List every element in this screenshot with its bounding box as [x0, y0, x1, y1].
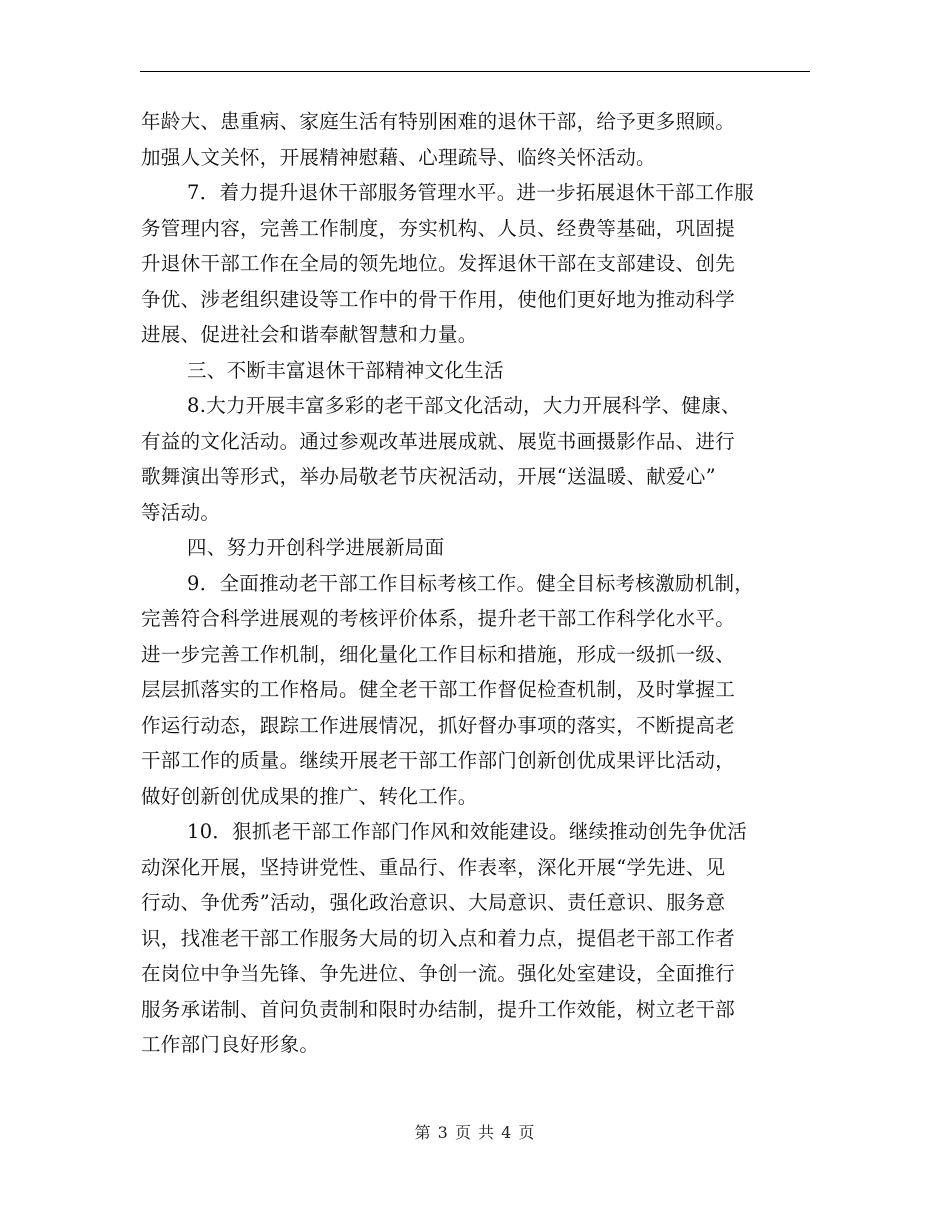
- document-body: [141, 104, 813, 1063]
- text-line: 有益的文化活动。通过参观改革进展成就、展览书画摄影作品、进行: [141, 429, 736, 453]
- text-line: 工作部门良好形象。: [141, 1033, 320, 1056]
- text-line: 三、不断丰富退休干部精神文化生活: [187, 358, 504, 382]
- text-line: 动深化开展，坚持讲党性、重品行、作表率，深化开展“学先进、见: [141, 855, 726, 879]
- text-line: 完善符合科学进展观的考核评价体系，提升老干部工作科学化水平。: [141, 607, 736, 630]
- text-line: 层层抓落实的工作格局。健全老干部工作督促检查机制，及时掌握工: [141, 678, 736, 701]
- text-line: 歌舞演出等形式，举办局敬老节庆祝活动，开展“送温暖、献爱心”: [141, 465, 716, 488]
- text-line: 进一步完善工作机制，细化量化工作目标和措施，形成一级抓一级、: [141, 642, 736, 666]
- text-line: 10．狠抓老干部工作部门作风和效能建设。继续推动创先争优活: [187, 820, 748, 843]
- page-footer: 第 3 页 共 4 页: [414, 1123, 536, 1142]
- text-line: 年龄大、患重病、家庭生活有特别困难的退休干部，给予更多照顾。: [141, 110, 736, 133]
- text-line: 在岗位中争当先锋、争先进位、争创一流。强化处室建设，全面推行: [141, 962, 736, 985]
- text-line: 作运行动态，跟踪工作进展情况，抓好督办事项的落实，不断提高老: [141, 713, 736, 737]
- text-line: 行动、争优秀”活动，强化政治意识、大局意识、责任意识、服务意: [141, 891, 726, 914]
- text-line: 9．全面推动老干部工作目标考核工作。健全目标考核激励机制，: [187, 571, 755, 595]
- header-rule: [140, 71, 810, 72]
- text-line: 8.大力开展丰富多彩的老干部文化活动，大力开展科学、健康、: [187, 394, 741, 417]
- text-line: 务管理内容，完善工作制度，夯实机构、人员、经费等基础，巩固提: [141, 216, 736, 240]
- text-line: 升退休干部工作在全局的领先地位。发挥退休干部在支部建设、创先: [141, 252, 736, 275]
- text-line: 争优、涉老组织建设等工作中的骨干作用，使他们更好地为推动科学: [141, 287, 736, 311]
- text-line: 识，找准老干部工作服务大局的切入点和着力点，提倡老干部工作者: [141, 926, 736, 950]
- text-line: 等活动。: [141, 500, 221, 524]
- text-line: 四、努力开创科学进展新局面: [187, 536, 445, 559]
- text-line: 服务承诺制、首问负责制和限时办结制，提升工作效能，树立老干部: [141, 997, 736, 1021]
- text-line: 做好创新创优成果的推广、转化工作。: [141, 784, 478, 808]
- text-line: 干部工作的质量。继续开展老干部工作部门创新创优成果评比活动，: [141, 749, 736, 772]
- text-line: 7．着力提升退休干部服务管理水平。进一步拓展退休干部工作服: [187, 181, 755, 204]
- text-line: 加强人文关怀，开展精神慰藉、心理疏导、临终关怀活动。: [141, 145, 656, 169]
- text-line: 进展、促进社会和谐奉献智慧和力量。: [141, 323, 478, 346]
